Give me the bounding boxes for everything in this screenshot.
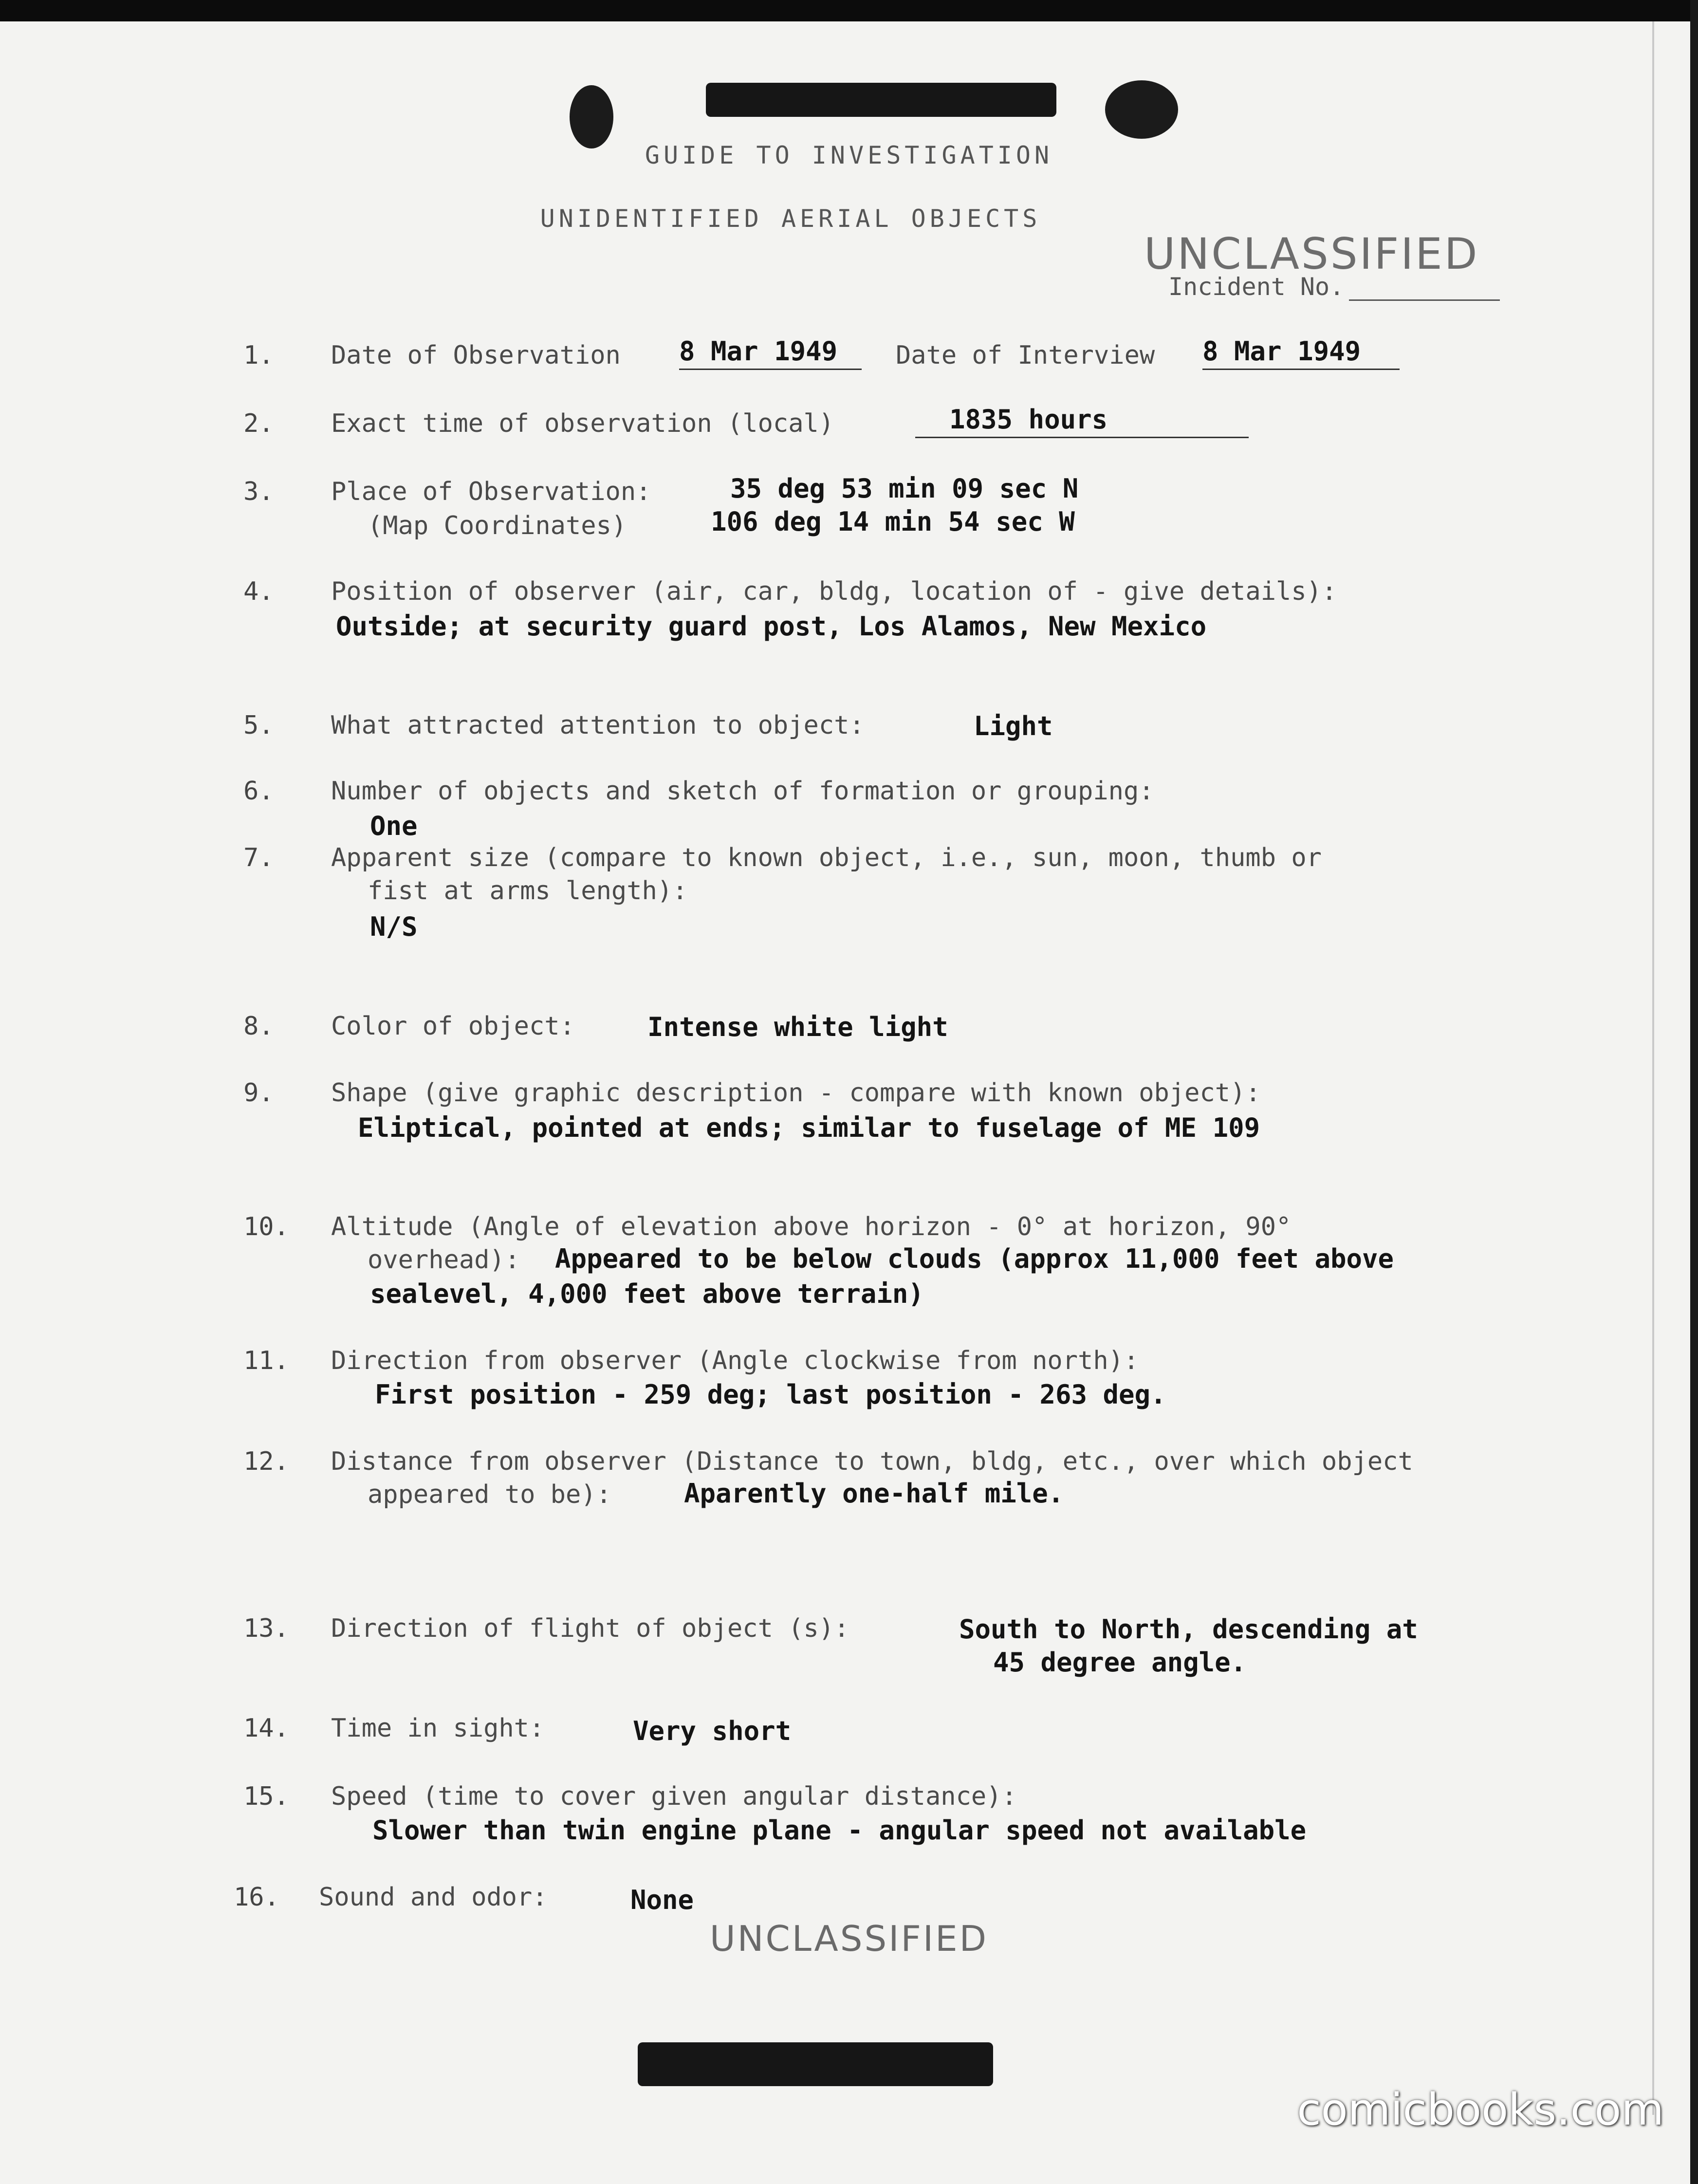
time-in-sight-label: Time in sight: — [331, 1714, 545, 1743]
redaction-bar-bottom — [638, 2042, 993, 2086]
altitude-value-cont: sealevel, 4,000 feet above terrain) — [370, 1278, 924, 1309]
apparent-size-label: Apparent size (compare to known object, i.e., sun, moon, thumb or — [331, 843, 1322, 872]
attracted-attention-label: What attracted attention to object: — [331, 711, 865, 740]
time-of-observation-label: Exact time of observation (local) — [331, 409, 834, 438]
apparent-size-value: N/S — [370, 911, 418, 942]
item-number: 5. — [243, 711, 274, 740]
color-of-object-label: Color of object: — [331, 1012, 575, 1041]
item-number: 16. — [234, 1883, 279, 1912]
item-number: 6. — [243, 777, 274, 806]
position-of-observer-value: Outside; at security guard post, Los Alamos, New Mexico — [336, 611, 1207, 642]
item-number: 3. — [243, 477, 274, 506]
altitude-value: Appeared to be below clouds (approx 11,000 feet above — [555, 1243, 1394, 1274]
direction-of-flight-label: Direction of flight of object (s): — [331, 1614, 849, 1643]
attracted-attention-value: Light — [974, 711, 1053, 741]
sound-and-odor-value: None — [630, 1885, 694, 1915]
item-number: 4. — [243, 577, 274, 606]
unclassified-stamp-top: UNCLASSIFIED — [1144, 229, 1479, 279]
document-title: GUIDE TO INVESTIGATION — [645, 141, 1053, 169]
distance-from-observer-label-cont: appeared to be): — [368, 1480, 611, 1509]
direction-of-flight-value-cont: 45 degree angle. — [993, 1647, 1247, 1678]
item-number: 1. — [243, 341, 274, 370]
place-of-observation-label: Place of Observation: — [331, 477, 651, 506]
incident-number-blank — [1349, 299, 1500, 301]
item-number: 14. — [243, 1714, 289, 1743]
item-number: 11. — [243, 1346, 289, 1375]
date-of-interview-value: 8 Mar 1949 — [1202, 336, 1400, 370]
color-of-object-value: Intense white light — [647, 1012, 948, 1042]
direction-from-observer-value: First position - 259 deg; last position - 263 deg. — [375, 1379, 1166, 1410]
incident-number-field — [1168, 273, 1500, 301]
date-of-observation-label: Date of Observation — [331, 341, 621, 370]
latitude-value: 35 deg 53 min 09 sec N — [730, 473, 1079, 504]
item-number: 13. — [243, 1614, 289, 1643]
watermark: comicbooks.com — [1297, 2084, 1664, 2135]
item-number: 2. — [243, 409, 274, 438]
time-in-sight-value: Very short — [633, 1716, 792, 1746]
distance-from-observer-value: Aparently one-half mile. — [684, 1478, 1064, 1509]
unclassified-stamp-bottom: UNCLASSIFIED — [709, 1918, 989, 1959]
distance-from-observer-label: Distance from observer (Distance to town, bldg, etc., over which object — [331, 1447, 1413, 1476]
sound-and-odor-label: Sound and odor: — [319, 1883, 548, 1912]
item-number: 8. — [243, 1012, 274, 1041]
shape-value: Eliptical, pointed at ends; similar to fuselage of ME 109 — [358, 1112, 1260, 1143]
speed-value: Slower than twin engine plane - angular speed not available — [372, 1815, 1307, 1846]
altitude-label-cont: overhead): — [368, 1245, 520, 1275]
scan-top-edge — [0, 0, 1698, 21]
direction-of-flight-value: South to North, descending at — [959, 1614, 1418, 1645]
date-of-observation-value: 8 Mar 1949 — [679, 336, 862, 370]
direction-from-observer-label: Direction from observer (Angle clockwise from north): — [331, 1346, 1139, 1375]
item-number: 7. — [243, 843, 274, 872]
scan-right-edge — [1690, 0, 1698, 2184]
shape-label: Shape (give graphic description - compare with known object): — [331, 1078, 1261, 1108]
number-of-objects-value: One — [370, 811, 418, 841]
number-of-objects-label: Number of objects and sketch of formation or grouping: — [331, 777, 1154, 806]
redaction-bar-top — [706, 83, 1056, 117]
apparent-size-label-cont: fist at arms length): — [368, 876, 688, 906]
item-number: 9. — [243, 1078, 274, 1108]
document-subtitle: UNIDENTIFIED AERIAL OBJECTS — [540, 204, 1041, 233]
punch-hole-right — [1105, 80, 1178, 139]
altitude-label: Altitude (Angle of elevation above horizon - 0° at horizon, 90° — [331, 1212, 1292, 1241]
punch-hole-left — [570, 85, 613, 148]
map-coordinates-label: (Map Coordinates) — [368, 511, 627, 540]
item-number: 12. — [243, 1447, 289, 1476]
item-number: 10. — [243, 1212, 289, 1241]
longitude-value: 106 deg 14 min 54 sec W — [711, 506, 1075, 537]
speed-label: Speed (time to cover given angular distance): — [331, 1782, 1017, 1811]
time-of-observation-value: 1835 hours — [915, 404, 1249, 438]
date-of-interview-label: Date of Interview — [896, 341, 1155, 370]
incident-number-label: Incident No. — [1168, 273, 1345, 301]
scan-vertical-line — [1652, 21, 1654, 2115]
position-of-observer-label: Position of observer (air, car, bldg, location of - give details): — [331, 577, 1337, 606]
item-number: 15. — [243, 1782, 289, 1811]
